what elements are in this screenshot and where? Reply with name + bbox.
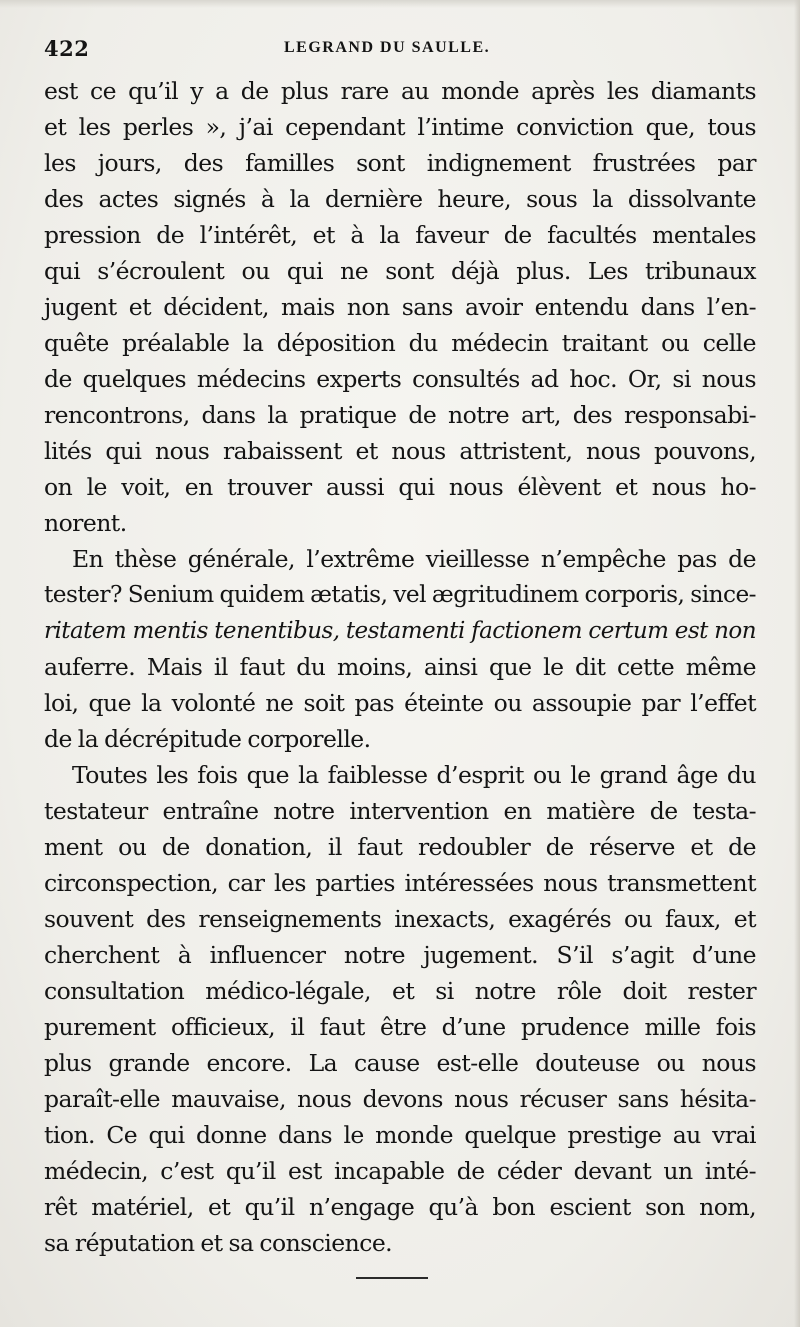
text-line: tion. Ce qui donne dans le monde quelque prestige au vrai (44, 1121, 756, 1149)
text-line: consultation médico-légale, et si notre rôle doit rester (44, 977, 756, 1005)
text-line: qui s’écroulent ou qui ne sont déjà plus. Les tribunaux (44, 257, 756, 285)
section-separator-rule (356, 1277, 428, 1279)
text-line: souvent des renseignements inexacts, exagérés ou faux, et (44, 905, 756, 933)
text-line: purement officieux, il faut être d’une prudence mille fois (44, 1013, 756, 1041)
text-line: quête préalable la déposition du médecin traitant ou celle (44, 329, 756, 357)
text-line: de la décrépitude corporelle. (44, 725, 371, 753)
text-line: les jours, des familles sont indignement frustrées par (44, 149, 756, 177)
paragraph-start-line: Toutes les fois que la faiblesse d’esprit ou le grand âge du (72, 761, 756, 789)
paragraph-start-line: En thèse générale, l’extrême vieillesse n’empêche pas de (72, 545, 756, 573)
text-line: on le voit, en trouver aussi qui nous élèvent et nous ho- (44, 473, 756, 501)
text-line: des actes signés à la dernière heure, sous la dissolvante (44, 185, 756, 213)
text-line: circonspection, car les parties intéressées nous transmettent (44, 869, 756, 897)
scan-edge-right (794, 0, 800, 1327)
text-line: lités qui nous rabaissent et nous attristent, nous pouvons, (44, 437, 756, 465)
text-line: et les perles », j’ai cependant l’intime conviction que, tous (44, 113, 756, 141)
text-line: pression de l’intérêt, et à la faveur de facultés mentales (44, 221, 756, 249)
text-line: loi, que la volonté ne soit pas éteinte ou assoupie par l’effet (44, 689, 756, 717)
text-line: médecin, c’est qu’il est incapable de céder devant un inté- (44, 1157, 756, 1185)
text-line: est ce qu’il y a de plus rare au monde après les diamants (44, 77, 756, 105)
text-line: sa réputation et sa conscience. (44, 1229, 393, 1257)
page-number: 422 (44, 36, 90, 61)
text-line: cherchent à influencer notre jugement. S’il s’agit d’une (44, 941, 756, 969)
text-line: de quelques médecins experts consultés ad hoc. Or, si nous (44, 365, 756, 393)
text-line: ment ou de donation, il faut redoubler de réserve et de (44, 833, 756, 861)
text-line: plus grande encore. La cause est-elle douteuse ou nous (44, 1049, 756, 1077)
text-line: rencontrons, dans la pratique de notre art, des responsabi- (44, 401, 756, 429)
text-line: jugent et décident, mais non sans avoir entendu dans l’en- (44, 293, 756, 321)
scan-edge-top (0, 0, 800, 8)
text-line: auferre. Mais il faut du moins, ainsi que le dit cette même (44, 653, 756, 681)
text-line: paraît-elle mauvaise, nous devons nous récuser sans hésita- (44, 1085, 756, 1113)
page-header (44, 36, 756, 60)
running-head: LEGRAND DU SAULLE. (284, 39, 491, 56)
text-line: testateur entraîne notre intervention en matière de testa- (44, 797, 756, 825)
text-line: rêt matériel, et qu’il n’engage qu’à bon escient son nom, (44, 1193, 756, 1221)
latin-quote-line: ritatem mentis tenentibus, testamenti factionem certum est non (44, 618, 756, 644)
text-line: norent. (44, 509, 127, 537)
text-line: tester? Senium quidem ætatis, vel ægritudinem corporis, since- (44, 581, 756, 608)
